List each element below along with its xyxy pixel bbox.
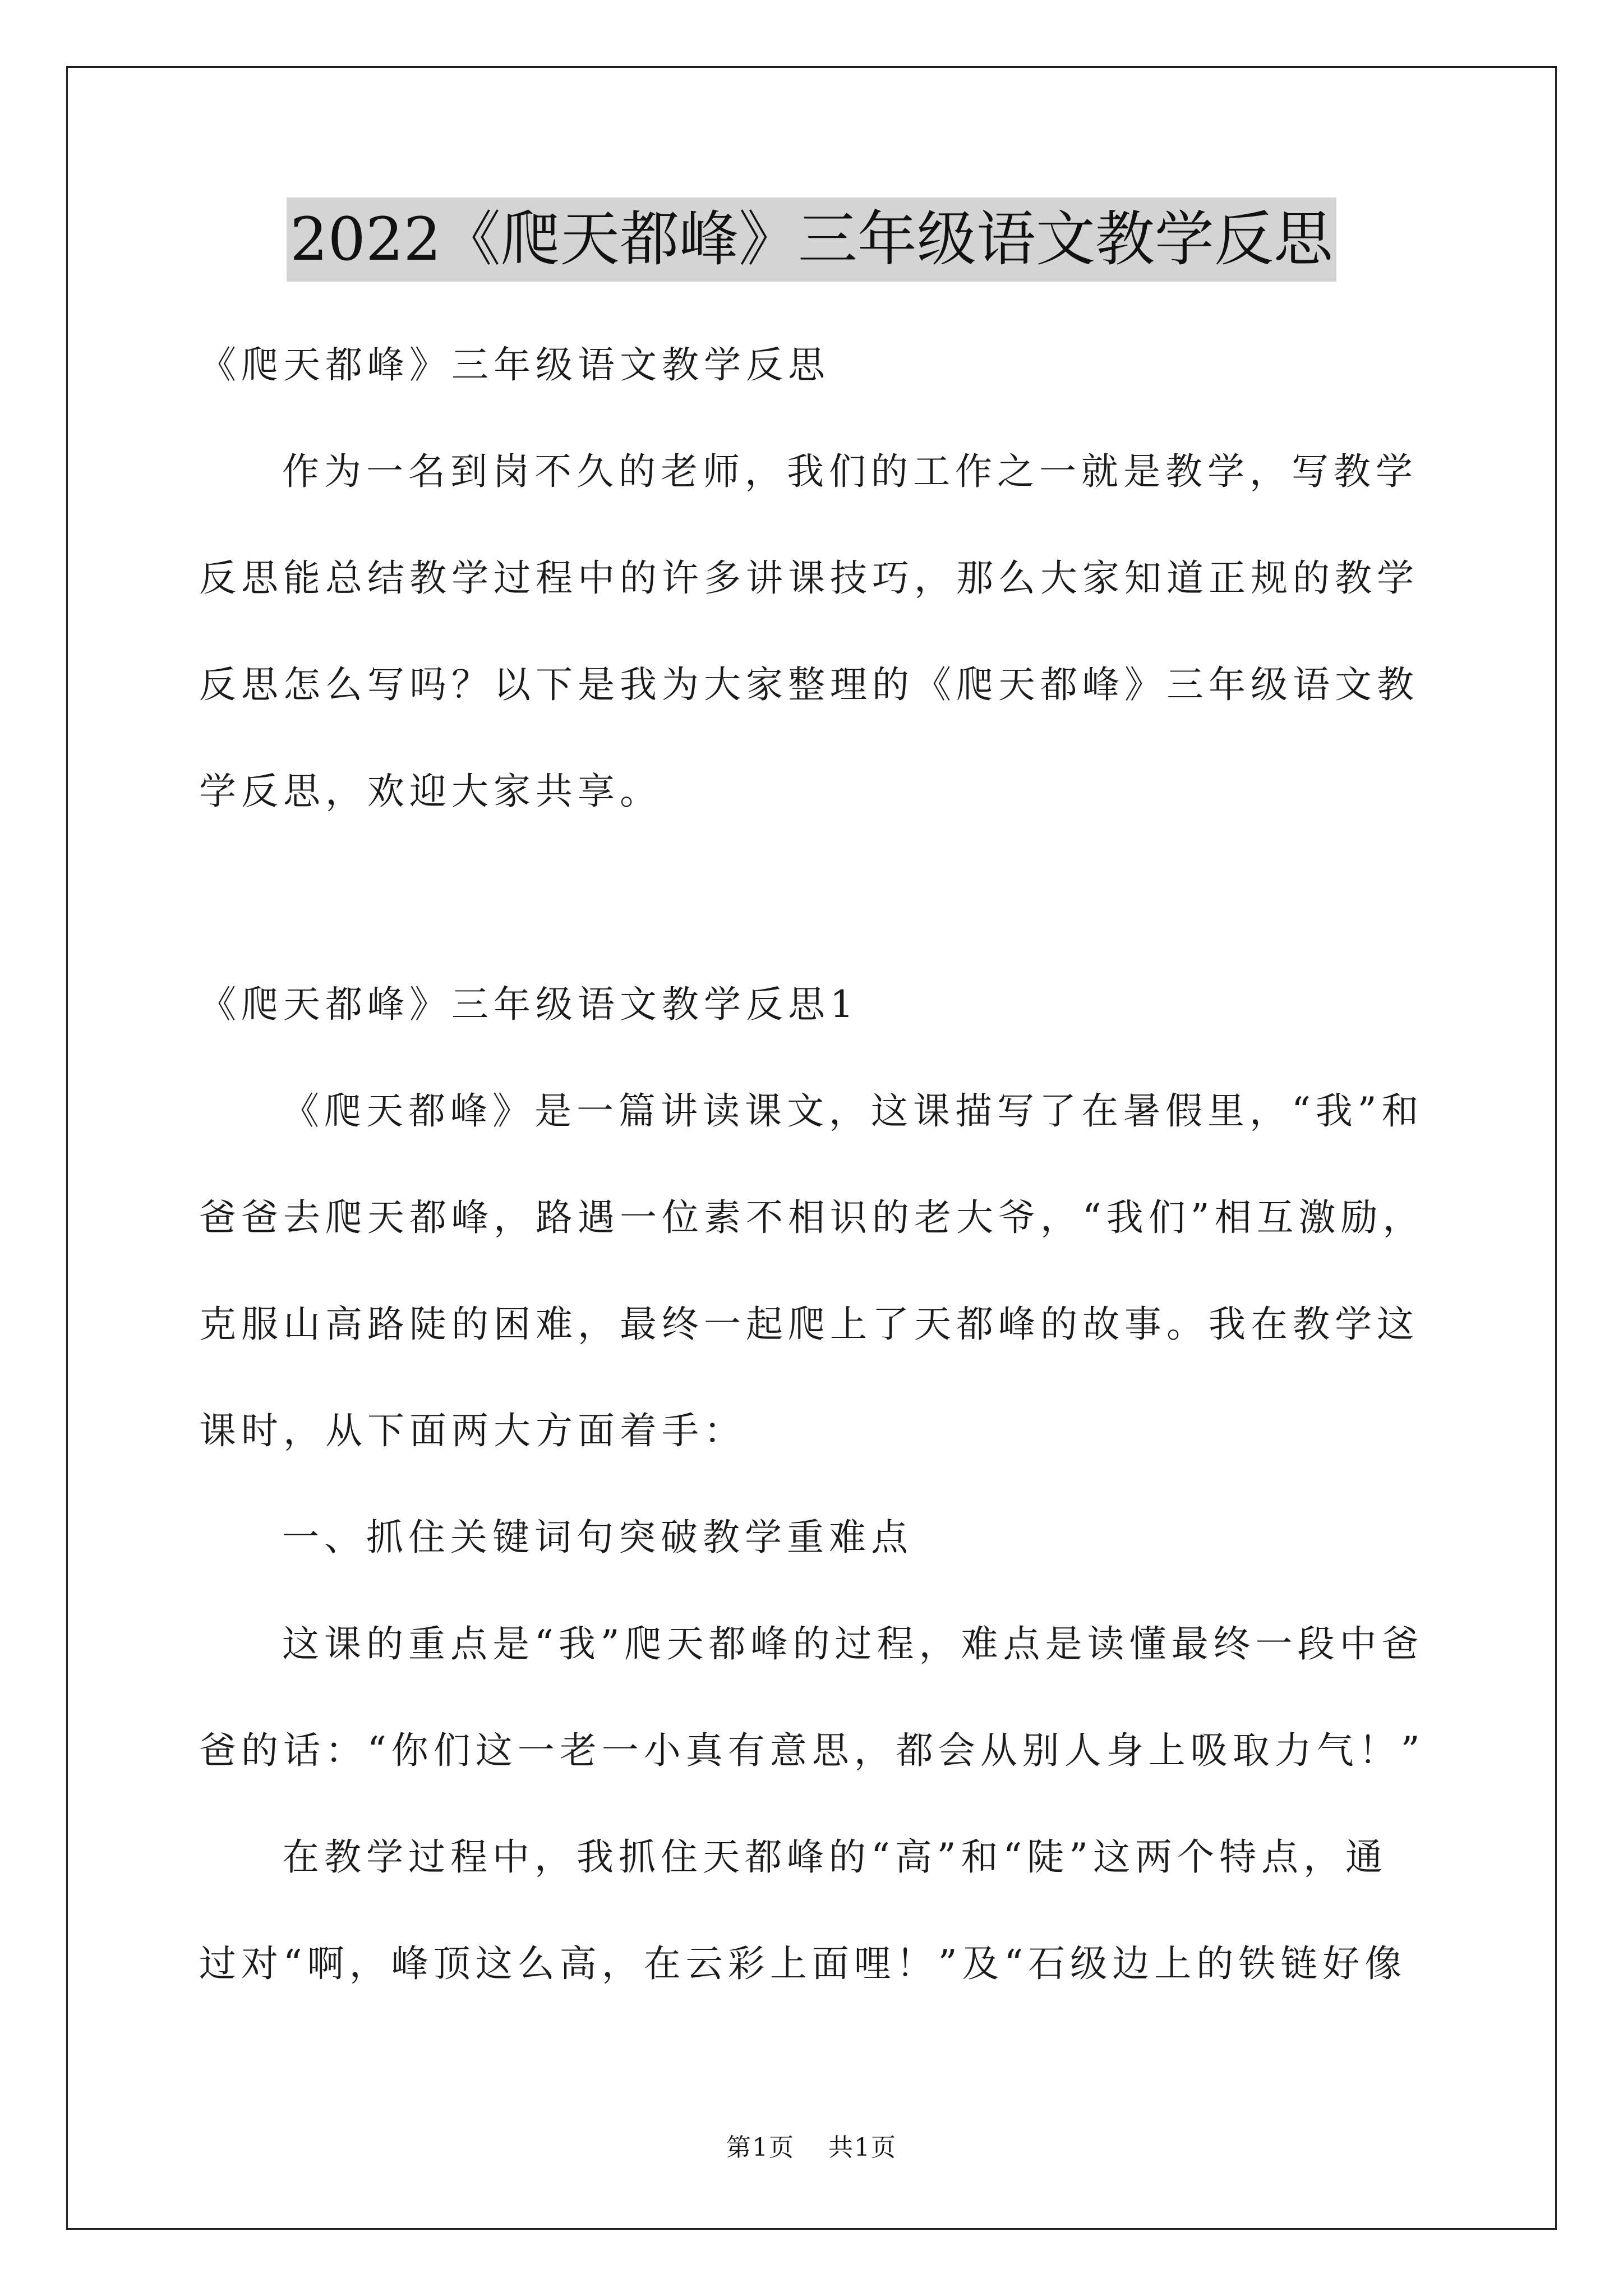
subtitle: 《爬天都峰》三年级语文教学反思 [199,343,830,386]
body-paragraph: 这课的重点是“我”爬天都峰的过程，难点是读懂最终一段中爸爸的话：“你们这一老一小真有意思，都会从别人身上吸取力气！” [199,1622,1425,1772]
body-paragraph: 在教学过程中，我抓住天都峰的“高”和“陡”这两个特点，通过对“啊，峰顶这么高，在云彩上面哩！”及“石级边上的铁链好像 [199,1835,1407,1985]
section-heading: 《爬天都峰》三年级语文教学反思1 [199,983,859,1026]
intro-paragraph: 作为一名到岗不久的老师，我们的工作之一就是教学，写教学反思能总结教学过程中的许多讲课技巧，那么大家知道正规的教学反思怎么写吗？以下是我为大家整理的《爬天都峰》三年级语文教学反思，欢迎大家共享。 [199,450,1419,813]
page-footer [0,2127,1623,2163]
document-title: 2022《爬天都峰》三年级语文教学反思 [287,197,1336,282]
document-body [199,312,1427,2017]
body-paragraph: 《爬天都峰》是一篇讲读课文，这课描写了在暑假里，“我”和爸爸去爬天都峰，路遇一位素不相识的老大爷，“我们”相互激励，克服山高路陡的困难，最终一起爬上了天都峰的故事。我在教学这课时，从下面两大方面着手： [199,1089,1425,1452]
page-number: 第1页 [726,2133,795,2162]
point-heading: 一、抓住关键词句突破教学重难点 [282,1516,913,1559]
page-total: 共1页 [828,2133,897,2162]
title-container [0,197,1623,282]
